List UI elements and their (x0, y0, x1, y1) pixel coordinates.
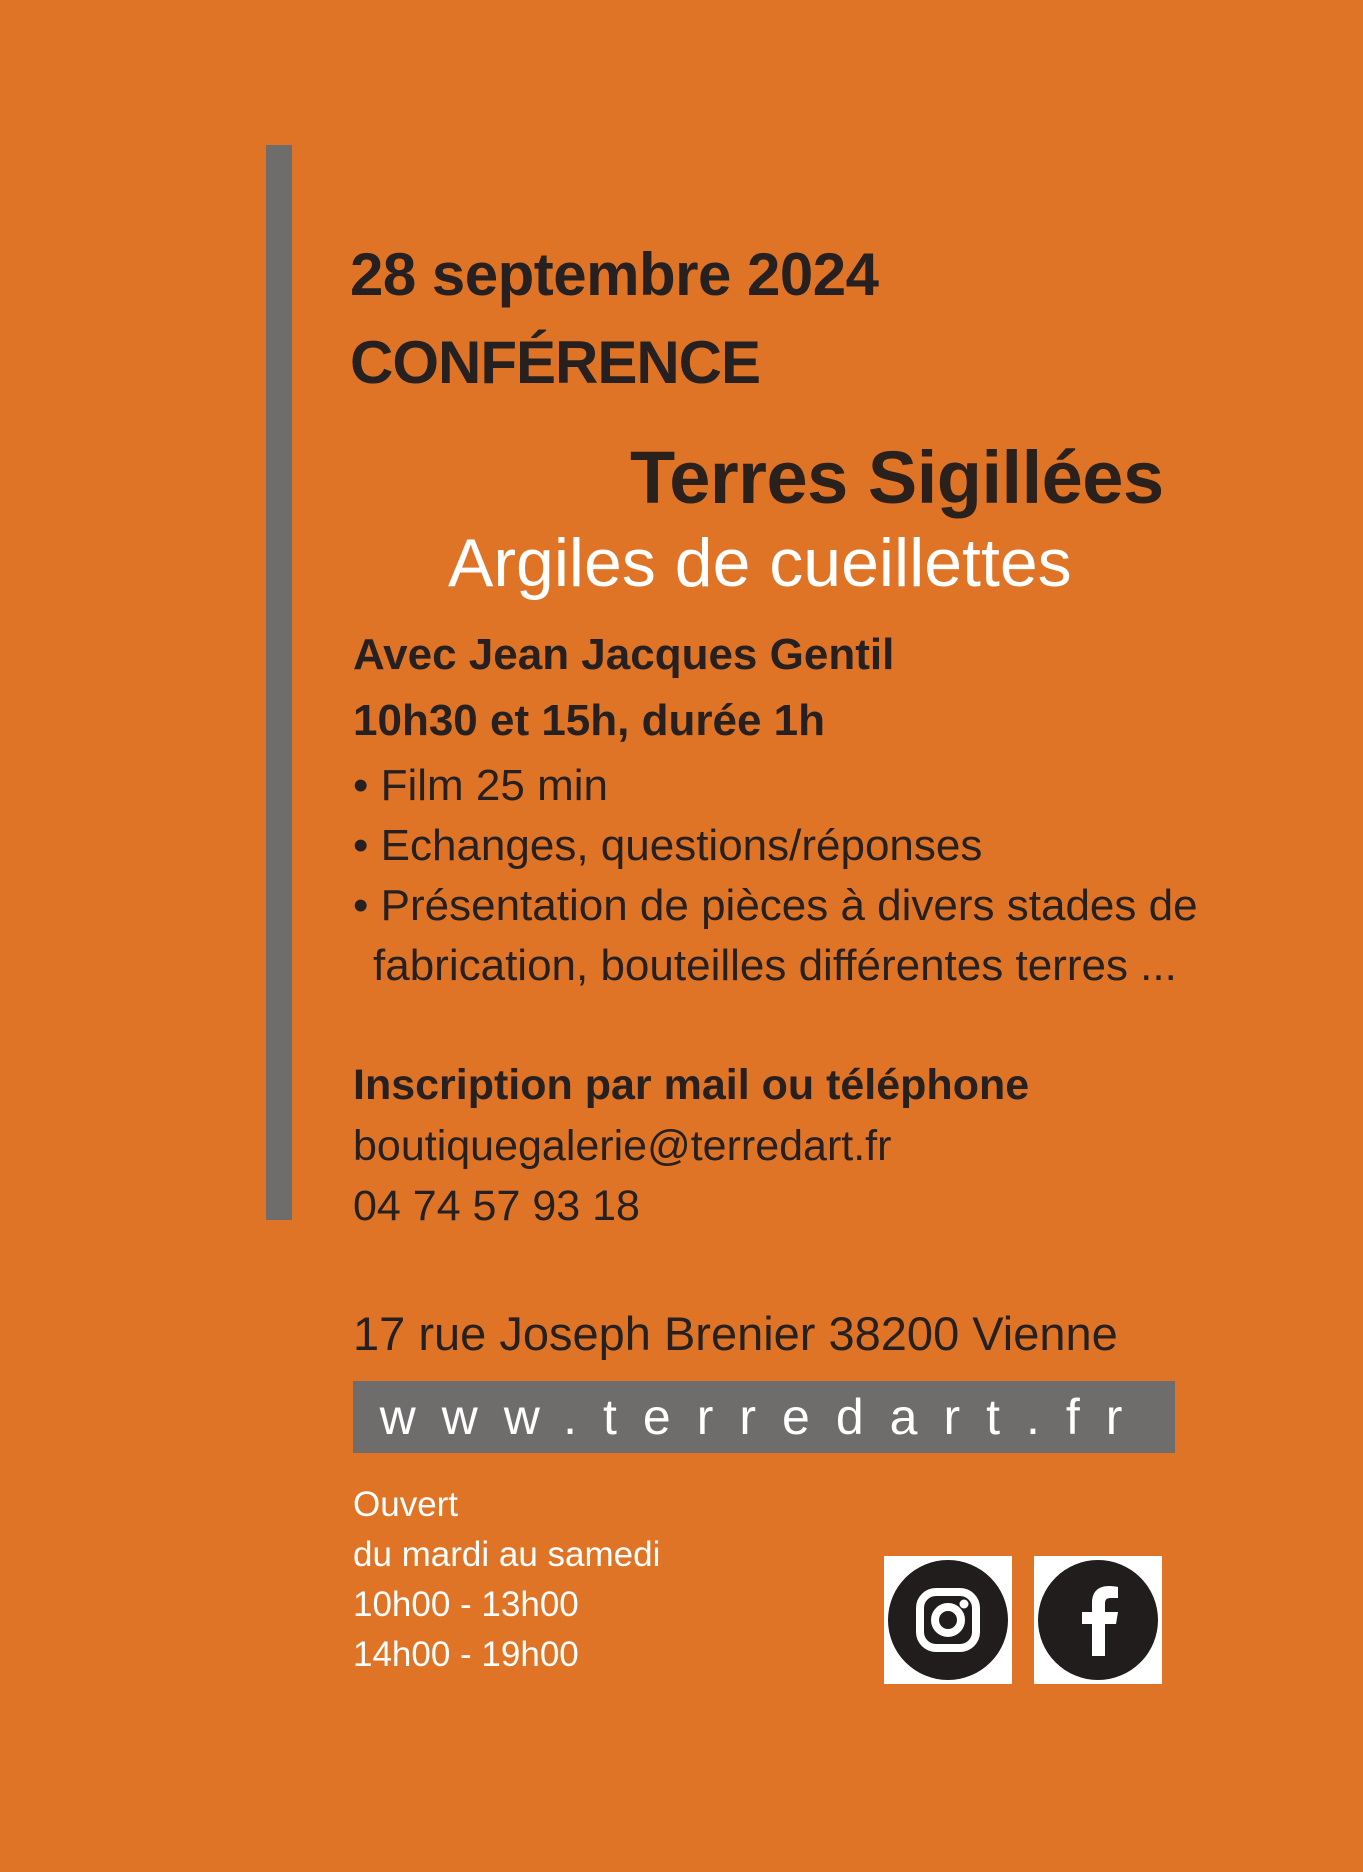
speaker-line: Avec Jean Jacques Gentil (353, 630, 895, 679)
opening-label: Ouvert (353, 1485, 459, 1524)
registration-heading: Inscription par mail ou téléphone (353, 1061, 1030, 1109)
program-list (353, 756, 1198, 996)
event-title: Terres Sigillées (630, 436, 1164, 519)
venue-address: 17 rue Joseph Brenier 38200 Vienne (353, 1307, 1118, 1360)
registration-email[interactable]: boutiquegalerie@terredart.fr (353, 1122, 892, 1170)
program-item: • Echanges, questions/réponses (353, 821, 983, 870)
facebook-icon[interactable] (1034, 1556, 1162, 1684)
opening-morning: 10h00 - 13h00 (353, 1585, 579, 1624)
opening-afternoon: 14h00 - 19h00 (353, 1635, 579, 1674)
opening-days: du mardi au samedi (353, 1535, 661, 1574)
program-item: • Présentation de pièces à divers stades de (353, 881, 1198, 930)
registration-phone[interactable]: 04 74 57 93 18 (353, 1182, 640, 1230)
program-item: • Film 25 min (353, 761, 608, 810)
accent-bar (266, 145, 292, 1220)
event-type: CONFÉRENCE (350, 329, 761, 396)
opening-hours (353, 1480, 660, 1680)
program-item-continued: fabrication, bouteilles différentes terres ... (373, 941, 1177, 990)
website-banner[interactable]: www.terredart.fr (353, 1381, 1175, 1453)
instagram-icon[interactable] (884, 1556, 1012, 1684)
event-subtitle: Argiles de cueillettes (448, 525, 1072, 601)
schedule-line: 10h30 et 15h, durée 1h (353, 696, 825, 745)
event-date: 28 septembre 2024 (350, 241, 879, 308)
